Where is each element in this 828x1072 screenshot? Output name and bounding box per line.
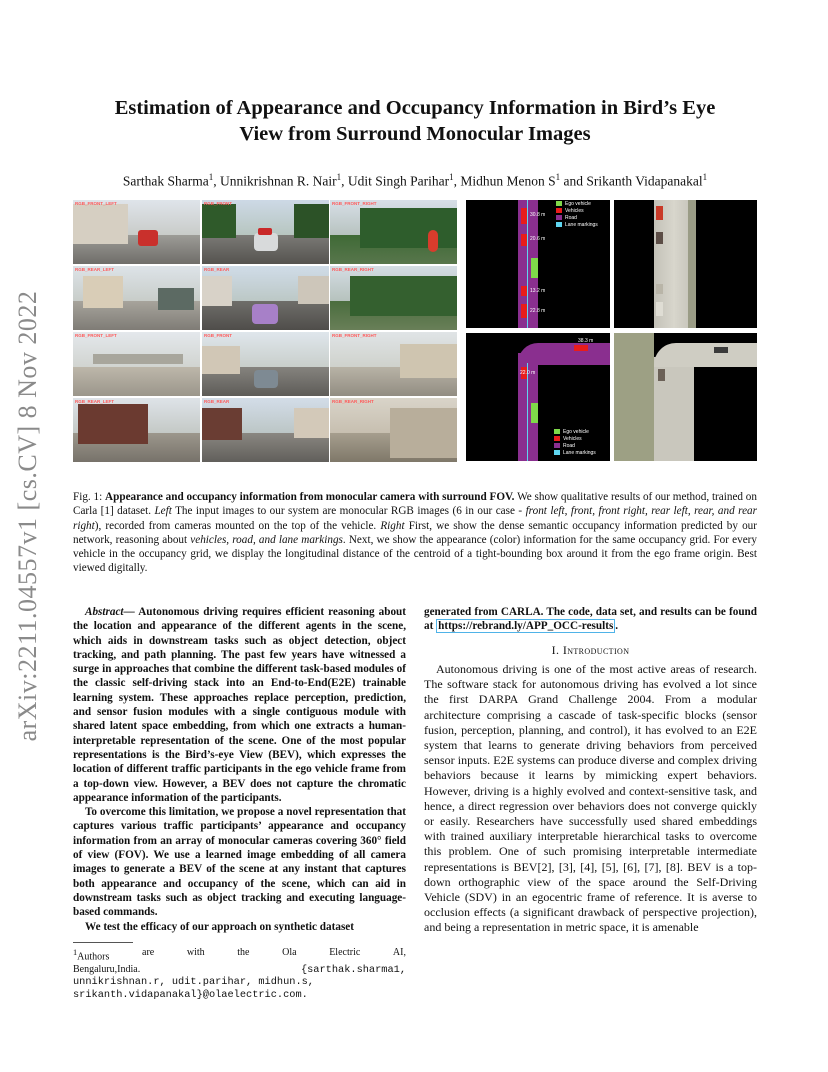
author: Sarthak Sharma bbox=[122, 173, 209, 189]
abstract-paragraph bbox=[73, 605, 406, 805]
abstract-text: generated from CARLA. The code, data set, and results can be found at bbox=[424, 606, 757, 633]
arxiv-stamp bbox=[8, 256, 48, 776]
footnote-line bbox=[73, 947, 406, 964]
legend-swatch bbox=[554, 450, 560, 455]
footnote-word: with bbox=[186, 947, 205, 958]
title-line-1: Estimation of Appearance and Occupancy Information in Bird’s Eye bbox=[114, 97, 716, 119]
footnote-email: unnikrishnan.r, udit.parihar, midhun.s, bbox=[73, 976, 314, 989]
affiliation-mark: 1 bbox=[555, 172, 561, 182]
camera-label: RGB_FRONT_LEFT bbox=[75, 333, 117, 338]
section-title: Introduction bbox=[562, 642, 630, 657]
camera-label: RGB_REAR_RIGHT bbox=[332, 267, 374, 272]
legend-label: Road bbox=[563, 442, 575, 449]
camera-label: RGB_FRONT_RIGHT bbox=[332, 333, 377, 338]
caption-emphasis: Left bbox=[154, 505, 172, 518]
footnote-word: Ola bbox=[282, 947, 297, 958]
caption-label: Fig. 1: bbox=[73, 491, 103, 503]
affiliation-mark: 1 bbox=[702, 172, 708, 182]
camera-image bbox=[330, 332, 457, 396]
camera-image bbox=[330, 266, 457, 330]
camera-label: RGB_FRONT_LEFT bbox=[75, 201, 117, 206]
camera-image bbox=[73, 266, 200, 330]
abstract bbox=[73, 605, 406, 934]
legend-label: Vehicles bbox=[565, 207, 584, 214]
bev-legend bbox=[556, 200, 598, 228]
camera-image bbox=[73, 200, 200, 264]
caption-bold: Appearance and occupancy information from monocular camera with surround FOV. bbox=[105, 491, 515, 503]
section-heading bbox=[424, 643, 757, 657]
legend-swatch bbox=[554, 436, 560, 441]
author-list: Sarthak Sharma$^1$, Unnikrishnan R. Nair$^1$, Udit Singh Parihar$^1$, Midhun Menon $S^1$ and Srikanth Vidapanakal$^1$ bbox=[122, 172, 708, 189]
legend-swatch bbox=[556, 208, 562, 213]
caption-emphasis: vehicles, road, and lane markings bbox=[190, 533, 343, 546]
affiliation-mark: 1 bbox=[336, 172, 342, 182]
bev-occupancy-map bbox=[466, 200, 610, 328]
footnote-mark: 1 bbox=[73, 948, 78, 957]
figure-caption bbox=[73, 490, 757, 576]
legend-label: Lane markings bbox=[563, 449, 596, 456]
legend-swatch bbox=[556, 215, 562, 220]
title-line-2: View from Surround Monocular Images bbox=[239, 123, 591, 145]
author: Udit Singh Parihar bbox=[347, 173, 450, 189]
footnote-word: Authors bbox=[77, 951, 110, 963]
camera-image bbox=[202, 200, 329, 264]
author: Srikanth Vidapanakal bbox=[586, 173, 703, 189]
bev-appearance-map bbox=[614, 333, 757, 461]
legend-swatch bbox=[556, 201, 562, 206]
camera-image bbox=[330, 398, 457, 462]
caption-text: First, we show the dense semantic occupancy information predicted by our network, reasoning about bbox=[73, 519, 757, 546]
abstract-text: — Autonomous driving requires efficient reasoning about the location and appearance of the different agents in the scene, which aids in downstream tasks such as object detection, object tracking, and path planning. The past few years have witnessed a surge in approaches that combine the different task-based modules of the classic self-driving stack into an End-to-End(E2E) trainable learning system. These approaches replace perception, prediction, and sensor fusion modules with a single contiguous module with shared latent space embedding, from which one extracts a human-interpretable representation of the scene. One of the most popular representations is the Bird’s-eye View (BEV), which expresses the location of different traffic participants in the ego vehicle frame from a top-down view. However, a BEV does not capture the chromatic appearance information of the participants. bbox=[73, 606, 406, 804]
bev-appearance-map bbox=[614, 200, 757, 328]
caption-text: We show qualitative results of our method, trained on Carla [1] dataset. bbox=[73, 491, 757, 518]
affiliation-mark: 1 bbox=[449, 172, 454, 182]
camera-label: RGB_FRONT_RIGHT bbox=[332, 201, 377, 206]
right-column bbox=[424, 605, 757, 936]
abstract-label: Abstract bbox=[85, 606, 124, 618]
camera-label: RGB_REAR bbox=[204, 267, 230, 272]
distance-label: 22.8 m bbox=[530, 308, 546, 314]
legend-label: Ego vehicle bbox=[563, 428, 589, 435]
author: Unnikrishnan R. Nair bbox=[219, 173, 337, 189]
legend-label: Vehicles bbox=[563, 435, 582, 442]
caption-text: . Next, we show the appearance (color) information for the same occupancy grid. For every vehicle in the occupancy grid, we display the longitudinal distance of the centroid of a tight-bounding box around it from the ego frame origin. Best viewed digitally. bbox=[73, 533, 757, 575]
caption-emphasis: front left, front, front right, rear left, rear, and rear right bbox=[73, 505, 757, 532]
abstract-paragraph: We test the efficacy of our approach on synthetic dataset bbox=[85, 920, 354, 933]
results-link[interactable]: https://rebrand.ly/APP_OCC-results bbox=[438, 620, 614, 633]
footnote-word: AI, bbox=[392, 947, 406, 958]
footnote-word: Electric bbox=[329, 947, 361, 958]
camera-label: RGB_REAR bbox=[204, 399, 230, 404]
footnote-line bbox=[73, 964, 406, 977]
abstract-paragraph: To overcome this limitation, we propose a novel representation that captures various traffic participants’ appearance and occupancy information from an array of monocular cameras covering 360° field of view (FOV). We use a learned image embedding of all camera images to generate a BEV of the scene at any instant that captures both appearance and occupancy of the scene, which can aid in downstream tasks such as object tracking and executing language-based commands. bbox=[73, 806, 406, 919]
distance-label: 13.2 m bbox=[530, 288, 546, 294]
footnote-word: are bbox=[142, 947, 155, 958]
caption-text: ), recorded from cameras mounted on the top of the vehicle. bbox=[94, 519, 381, 532]
footnote-email: srikanth.vidapanakal}@olaelectric.com. bbox=[73, 988, 308, 1001]
introduction-paragraph: Autonomous driving is one of the most active areas of research. The software stack for autonomous driving has evolved a lot since the first DARPA Grand Challenge 2004. From a modular architecture comprising a cascade of task-specific blocks (sensor fusion, perception, planning, and control), it has evolved to an E2E system that learns to generate driving behaviors from perceived sensor inputs. E2E systems can produce diverse and complex driving behaviors because it learns by mimicking expert behaviors. However, driving is a highly evolved and context-sensitive task, and hence, a direct regression over behaviors does not converge quickly or easily. Researchers have successfully used shared embeddings with trained auxiliary interpretable hierarchical tasks to overcome this problem. One of such promising interpretable intermediate representations is BEV[2], [3], [4], [5], [6], [7], [8]. BEV is a top-down orthographic view of the space around the Self-Driving Vehicle (SDV) in an egocentric frame of reference. It is averse to occlusion effects (a significant drawback of perspective projection), and being a representation in metric space, it is amenable bbox=[424, 661, 757, 935]
distance-label: 20.6 m bbox=[530, 236, 546, 242]
bev-legend bbox=[554, 428, 596, 456]
paper-title bbox=[70, 95, 760, 147]
bev-occupancy-map bbox=[466, 333, 610, 461]
camera-label: RGB_REAR_RIGHT bbox=[332, 399, 374, 404]
footnote-word: the bbox=[237, 947, 250, 958]
footnote-text: Bengaluru,India. bbox=[73, 963, 141, 975]
footnote-rule bbox=[73, 942, 133, 943]
distance-label: 38.3 m bbox=[578, 338, 594, 344]
camera-label: RGB_FRONT bbox=[204, 333, 232, 338]
arxiv-identifier: arXiv:2211.04557v1 [cs.CV] 8 Nov 2022 bbox=[13, 290, 42, 742]
bev-panel bbox=[466, 200, 757, 461]
legend-swatch bbox=[554, 429, 560, 434]
legend-label: Ego vehicle bbox=[565, 200, 591, 207]
footnote bbox=[73, 942, 406, 1001]
author-conjunction: and bbox=[563, 173, 583, 189]
section-number: I. bbox=[551, 642, 560, 657]
camera-image bbox=[330, 200, 457, 264]
camera-label: RGB_FRONT bbox=[204, 201, 232, 206]
footnote-email: {sarthak.sharma1, bbox=[300, 963, 406, 976]
abstract-continuation bbox=[424, 605, 757, 634]
camera-image bbox=[202, 398, 329, 462]
legend-swatch bbox=[554, 443, 560, 448]
legend-swatch bbox=[556, 222, 562, 227]
camera-image bbox=[73, 398, 200, 462]
figure-1 bbox=[73, 200, 757, 461]
legend-label: Road bbox=[565, 214, 577, 221]
camera-image-grid bbox=[73, 200, 457, 461]
abstract-text: . bbox=[615, 620, 619, 633]
author: Midhun Menon S bbox=[460, 173, 556, 189]
camera-label: RGB_REAR_LEFT bbox=[75, 399, 115, 404]
camera-image bbox=[202, 266, 329, 330]
caption-emphasis: Right bbox=[380, 519, 405, 532]
distance-label: 22.0 m bbox=[520, 370, 536, 376]
camera-image bbox=[73, 332, 200, 396]
distance-label: 30.8 m bbox=[530, 212, 546, 218]
camera-image bbox=[202, 332, 329, 396]
caption-text: The input images to our system are monocular RGB images (6 in our case - bbox=[171, 505, 526, 518]
affiliation-mark: 1 bbox=[208, 172, 214, 182]
legend-label: Lane markings bbox=[565, 221, 598, 228]
camera-label: RGB_REAR_LEFT bbox=[75, 267, 115, 272]
